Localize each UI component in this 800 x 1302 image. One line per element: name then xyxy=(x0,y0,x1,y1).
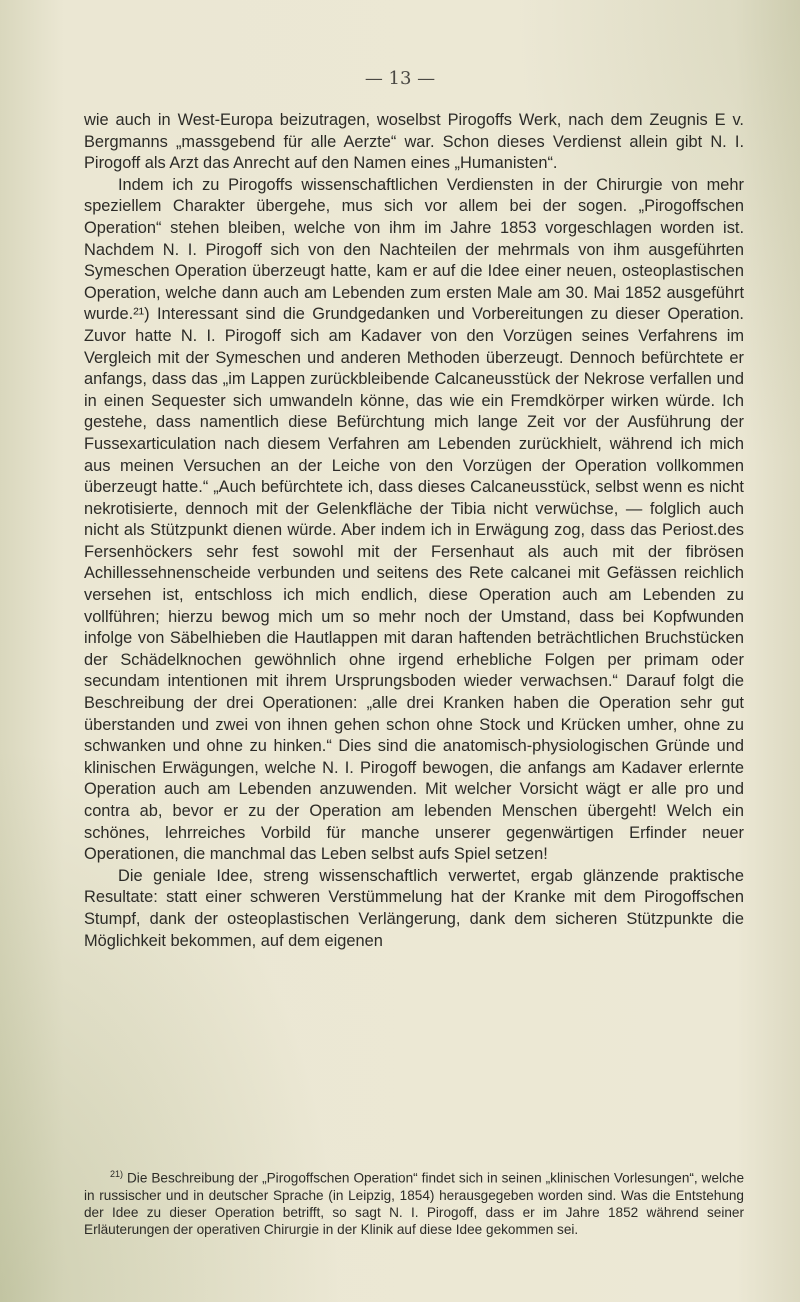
paragraph-3: Die geniale Idee, streng wissenschaftlich verwertet, ergab glänzende praktische Resultate: statt einer schweren Verstümmelung hat der Kranke mit dem Pirogoffschen Stumpf, dank der osteoplastischen Verlängerung, dank dem sicheren Stützpunkte die Möglichkeit bekommen, auf dem eigenen xyxy=(84,866,744,950)
body-text xyxy=(84,110,744,952)
footnote xyxy=(84,1166,744,1238)
paragraph-1: wie auch in West-Europa beizutragen, woselbst Pirogoffs Werk, nach dem Zeugnis E v. Bergmanns „massgebend für alle Aerzte“ war. Schon dieses Verdienst allein gibt N. I. Pirogoff als Arzt das Anrecht auf den Namen eines „Humanisten“. xyxy=(84,111,744,173)
footnote-marker: 21) xyxy=(110,1169,124,1179)
footnote-text: Die Beschreibung der „Pirogoffschen Operation“ findet sich in seinen „klinischen Vorlesungen“, welche in russischer und in deutscher Sprache (in Leipzig, 1854) herausgegeben worden sind. Was die Entstehung der Idee zu dieser Operation betrifft, so sagt N. I. Pirogoff, dass er im Jahre 1852 während seiner Erläuterungen der operativen Chirurgie in der Klinik auf diese Idee gekommen sei. xyxy=(84,1170,744,1238)
paragraph-2: Indem ich zu Pirogoffs wissenschaftlichen Verdiensten in der Chirurgie von mehr speziellem Charakter übergehe, mus sich vor allem bei der sogen. „Pirogoffschen Operation“ stehen bleiben, welche von ihm im Jahre 1853 vorgeschlagen worden ist. Nachdem N. I. Pirogoff sich von den Nachteilen der mehrmals von ihm ausgeführten Symeschen Operation überzeugt hatte, kam er auf die Idee einer neuen, osteoplastischen Operation, welche dann auch am Lebenden zum ersten Male am 30. Mai 1852 ausgeführt wurde.²¹) Interessant sind die Grundgedanken und Vorbereitungen zu dieser Operation. Zuvor hatte N. I. Pirogoff sich am Kadaver von den Vorzügen seines Verfahrens im Vergleich mit der Symeschen und anderen Methoden überzeugt. Dennoch befürchtete er anfangs, dass das „im Lappen zurückbleibende Calcaneusstück der Nekrose verfallen und in einen Sequester sich umwandeln könne, das wie ein Fremdkörper wirken würde. Ich gestehe, dass namentlich diese Befürchtung mich lange Zeit vor der Ausführung der Fussexarticulation nach diesem Verfahren am Lebenden zurückhielt, während ich mich aus meinen Versuchen an der Leiche von den Vorzügen der Operation vollkommen überzeugt hatte.“ „Auch befürchtete ich, dass dieses Calcaneusstück, selbst wenn es nicht nekrotisierte, dennoch mit der Gelenkfläche der Tibia nicht verwüchse, — folglich auch nicht als Stützpunkt dienen würde. Aber indem ich in Erwägung zog, dass das Periost.des Fersenhöckers sehr fest sowohl mit der Fersenhaut als auch mit der fibrösen Achillessehnenscheide verbunden und seitens des Rete calcanei mit Gefässen reichlich versehen ist, entschloss ich mich endlich, diese Operation auch am Lebenden zu vollführen; hierzu bewog mich um so mehr noch der Umstand, dass bei Kopfwunden infolge von Säbelhieben die Hautlappen mit daran haftenden beträchtlichen Bruchstücken der Schädelknochen gewöhnlich ohne irgend erhebliche Folgen per primam oder secundam intentionen mit ihrem Ursprungsboden wieder verwachsen.“ Darauf folgt die Beschreibung der drei Operationen: „alle drei Kranken haben die Operation sehr gut überstanden und zwei von ihnen gehen schon ohne Stock und Krücken umher, ohne zu schwanken und ohne zu hinken.“ Dies sind die anatomisch-physiologischen Gründe und klinischen Erwägungen, welche N. I. Pirogoff bewogen, die anfangs am Kadaver erlernte Operation auch am Lebenden anzuwenden. Mit welcher Vorsicht wägt er alle pro und contra ab, bevor er zu der Operation am lebenden Menschen übergeht! Welch ein schönes, lehrreiches Vorbild für manche unserer gegenwärtigen Erfinder neuer Operationen, die manchmal das Leben selbst aufs Spiel setzen! xyxy=(84,175,744,864)
page-number: — 13 — xyxy=(364,68,436,89)
